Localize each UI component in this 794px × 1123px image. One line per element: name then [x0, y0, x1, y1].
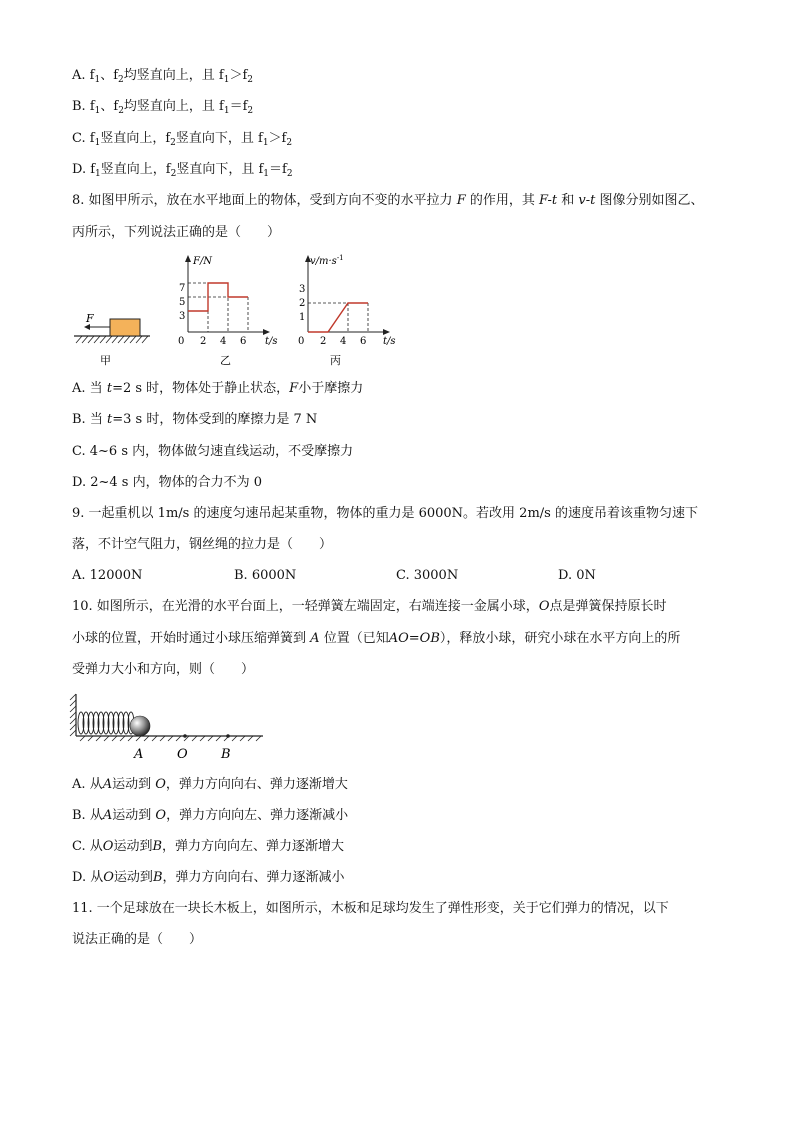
q9-option-b: B. 6000N: [234, 568, 297, 583]
y-arrow-icon: [185, 255, 191, 262]
fig-jia: [74, 312, 150, 367]
bing-xtick-6: 6: [360, 336, 367, 347]
yi-ytick-5: 5: [179, 297, 186, 308]
label-b: B: [221, 747, 231, 762]
x-arrow-icon: [263, 329, 270, 335]
point-b: [226, 734, 230, 738]
block: [110, 319, 140, 336]
yi-xlabel: t/s: [265, 336, 278, 347]
q10-stem-line1: 10. 如图所示，在光滑的水平台面上，一轻弹簧左端固定，右端连接一金属小球，O点是弹簧保持原长时: [72, 599, 667, 614]
q11-stem-line2: 说法正确的是（ ）: [72, 932, 203, 947]
fig-bing: [298, 254, 396, 367]
q9-option-c: C. 3000N: [396, 568, 459, 583]
q8-stem-line1: 8. 如图甲所示，放在水平地面上的物体，受到方向不变的水平拉力 F 的作用，其 F-t 和 v-t 图像分别如图乙、: [72, 193, 704, 208]
yi-ytick-3: 3: [179, 311, 186, 322]
q10-option-b: B. 从A运动到 O，弹力方向向左、弹力逐渐减小: [72, 808, 349, 823]
q8-option-c: C. 4~6 s 内，物体做匀速直线运动，不受摩擦力: [72, 444, 354, 459]
q10-stem-line3: 受弹力大小和方向，则（ ）: [72, 662, 255, 677]
q10-option-a: A. 从A运动到 O，弹力方向向右、弹力逐渐增大: [72, 777, 348, 792]
q7-option-d: D. $f_1$竖直向上，$f_2$竖直向下，且 $f_1=f_2$: [72, 162, 293, 179]
q8-stem-line2: 丙所示，下列说法正确的是（ ）: [72, 225, 281, 240]
q7-option-c: C. $f_1$竖直向上，$f_2$竖直向下，且 $f_1>f_2$: [72, 131, 293, 148]
q10-option-c: C. 从O运动到B，弹力方向向左、弹力逐渐增大: [72, 839, 345, 854]
q9-option-a: A. 12000N: [72, 568, 143, 583]
fig-jia-label: 甲: [100, 354, 111, 367]
yi-xtick-4: 4: [220, 336, 227, 347]
q9-option-d: D. 0N: [558, 568, 596, 583]
q8-option-d: D. 2~4 s 内，物体的合力不为 0: [72, 475, 263, 490]
q8-option-b: B. 当 t=3 s 时，物体受到的摩擦力是 7 N: [72, 412, 318, 427]
q8-figure: [60, 248, 420, 372]
bing-xtick-4: 4: [340, 336, 347, 347]
fig-yi: [178, 255, 278, 367]
vt-series-line: [308, 303, 368, 332]
label-o: O: [177, 747, 188, 762]
q7-option-a: A. $f_1$、$f_2$均竖直向上，且 $f_1>f_2$: [72, 68, 253, 85]
q10-stem-line2: 小球的位置，开始时通过小球压缩弹簧到 A 位置（已知AO=OB），释放小球，研究小球在水平方向上的所: [72, 631, 681, 646]
label-a: A: [134, 747, 144, 762]
bing-xlabel: t/s: [383, 336, 396, 347]
yi-xtick-2: 2: [200, 336, 207, 347]
bing-ytick-3: 3: [299, 284, 306, 295]
bing-ytick-1: 1: [299, 312, 306, 323]
q8-option-a: A. 当 t=2 s 时，物体处于静止状态，F小于摩擦力: [72, 381, 364, 396]
q9-stem-line1: 9. 一起重机以 1m/s 的速度匀速吊起某重物，物体的重力是 6000N。若改用 2m/s 的速度吊着该重物匀速下: [72, 506, 698, 521]
yi-xtick-6: 6: [240, 336, 247, 347]
force-label: F: [86, 312, 94, 325]
bing-ytick-2: 2: [299, 298, 306, 309]
wall-hatch: [70, 694, 76, 736]
fig-bing-label: 丙: [330, 354, 341, 367]
q10-option-d: D. 从O运动到B，弹力方向向右、弹力逐渐减小: [72, 870, 345, 885]
yi-origin: 0: [178, 336, 185, 347]
metal-ball: [130, 716, 150, 736]
point-o: [183, 734, 187, 738]
bing-xtick-2: 2: [320, 336, 327, 347]
q7-option-b: B. $f_1$、$f_2$均竖直向上，且 $f_1=f_2$: [72, 99, 254, 116]
x-arrow-icon: [383, 329, 390, 335]
bing-origin: 0: [298, 336, 305, 347]
fig-yi-label: 乙: [220, 354, 231, 367]
q10-figure: [68, 688, 268, 764]
floor-hatch: [80, 736, 261, 741]
spring: [78, 712, 134, 734]
yi-ytick-7: 7: [179, 283, 186, 294]
q11-stem-line1: 11. 一个足球放在一块长木板上，如图所示，木板和足球均发生了弹性形变，关于它们弹力的情况，以下: [72, 901, 669, 916]
yi-ylabel: F/N: [193, 256, 213, 267]
q9-stem-line2: 落，不计空气阻力，钢丝绳的拉力是（ ）: [72, 537, 333, 552]
bing-ylabel: $v/m\cdot s^{-1}$: [310, 254, 344, 267]
